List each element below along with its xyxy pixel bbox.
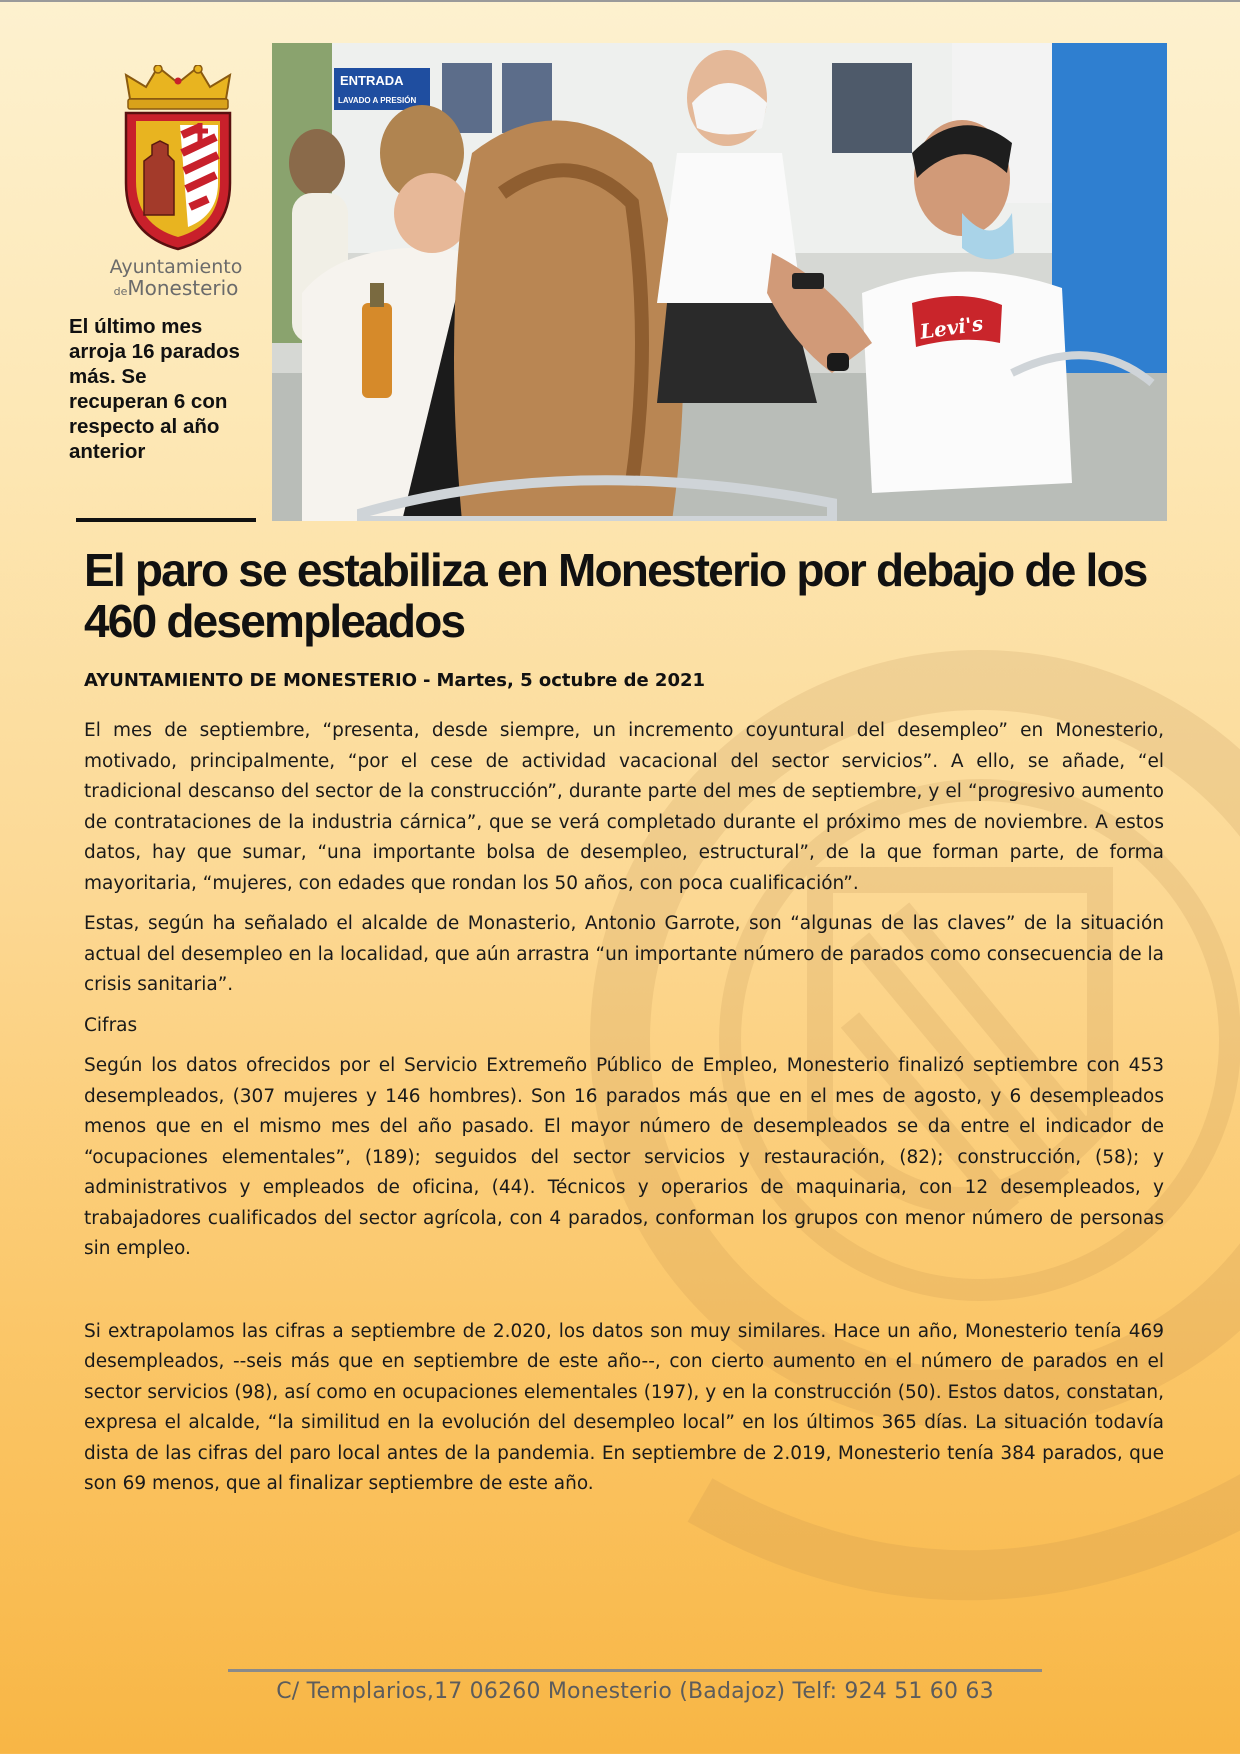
photo-shirt-text: Levi's	[918, 311, 985, 344]
byline-date: Martes, 5 octubre de 2021	[436, 670, 706, 691]
article-subheading: Cifras	[84, 1014, 138, 1036]
byline-source: AYUNTAMIENTO DE MONESTERIO	[84, 670, 418, 691]
logo-wordmark	[92, 257, 260, 303]
logo-line-ayuntamiento: Ayuntamiento	[109, 256, 243, 278]
logo-line-monesterio	[92, 277, 260, 303]
paragraph-spacer	[84, 1275, 1164, 1317]
footer-divider	[228, 1669, 1042, 1672]
article-paragraph-2: Estas, según ha señalado el alcalde de Monasterio, Antonio Garrote, son “algunas de las claves” de la situación actual del desempleo en la localidad, que aún arrastra “un importante número de parados como consecuencia de la crisis sanitaria”.	[84, 913, 1164, 995]
byline-separator: -	[423, 670, 431, 691]
summary-sidebar: El último mes arroja 16 parados más. Se recuperan 6 con respecto al año anterior	[69, 315, 240, 463]
article-paragraph-4: Si extrapolamos las cifras a septiembre de 2.020, los datos son muy similares. Hace un año, Monesterio tenía 469 desempleados, --seis más que en septiembre de este año--, con cierto aumento en el número de parados en el sector servicios (98), así como en ocupaciones elementales (197), y en la construcción (50). Estos datos, constatan, expresa el alcalde, “la similitud en la evolución del desempleo local” en los últimos 365 días. La situación todavía dista de las cifras del paro local antes de la pandemia. En septiembre de 2.019, Monesterio tenía 384 parados, que son 69 menos, que al finalizar septiembre de este año.	[84, 1320, 1164, 1494]
summary-divider	[76, 518, 256, 522]
photo-sign-entrada: ENTRADA	[340, 73, 404, 88]
photo-sign-lavado: LAVADO A PRESIÓN	[338, 96, 417, 105]
logo-prefix: de	[113, 285, 128, 298]
footer-address: C/ Templarios,17 06260 Monesterio (Badajoz) Telf: 924 51 60 63	[276, 1679, 994, 1704]
page-title: El paro se estabiliza en Monesterio por debajo de los 460 desempleados	[84, 544, 1147, 647]
logo-town: Monesterio	[127, 276, 239, 300]
article-paragraph-1: El mes de septiembre, “presenta, desde siempre, un incremento coyuntural del desempleo” en Monesterio, motivado, principalmente, “por el cese de actividad vacacional del sector servicios”. A ello, se añade, “el tradicional descanso del sector de la construcción”, durante parte del mes de septiembre, y el “progresivo aumento de contrataciones de la industria cárnica”, que se verá completado durante el próximo mes de noviembre. A estos datos, hay que sumar, “una importante bolsa de desempleo, estructural”, de la que forman parte, de forma mayoritaria, “mujeres, con edades que rondan los 50 años, con poca cualificación”.	[84, 720, 1164, 894]
top-border	[0, 0, 1240, 2]
municipal-crest-logo	[108, 65, 248, 255]
byline	[84, 669, 705, 693]
article-paragraph-3: Según los datos ofrecidos por el Servicio Extremeño Público de Empleo, Monesterio finalizó septiembre con 453 desempleados, (307 mujeres y 146 hombres). Son 16 parados más que en el mes de agosto, y 6 desempleados menos que en el mismo mes del año pasado. El mayor número de desempleados se da entre el indicador de “ocupaciones elementales”, (189); seguidos del sector servicios y restauración, (82); construcción, (58); y administrativos y empleados de oficina, (44). Técnicos y operarios de maquinaria, con 12 desempleados, y trabajadores cualificados del sector agrícola, con 4 parados, conforman los grupos con menor número de personas sin empleo.	[84, 1055, 1164, 1259]
news-photo	[272, 43, 1167, 521]
article-body	[84, 716, 1164, 1510]
